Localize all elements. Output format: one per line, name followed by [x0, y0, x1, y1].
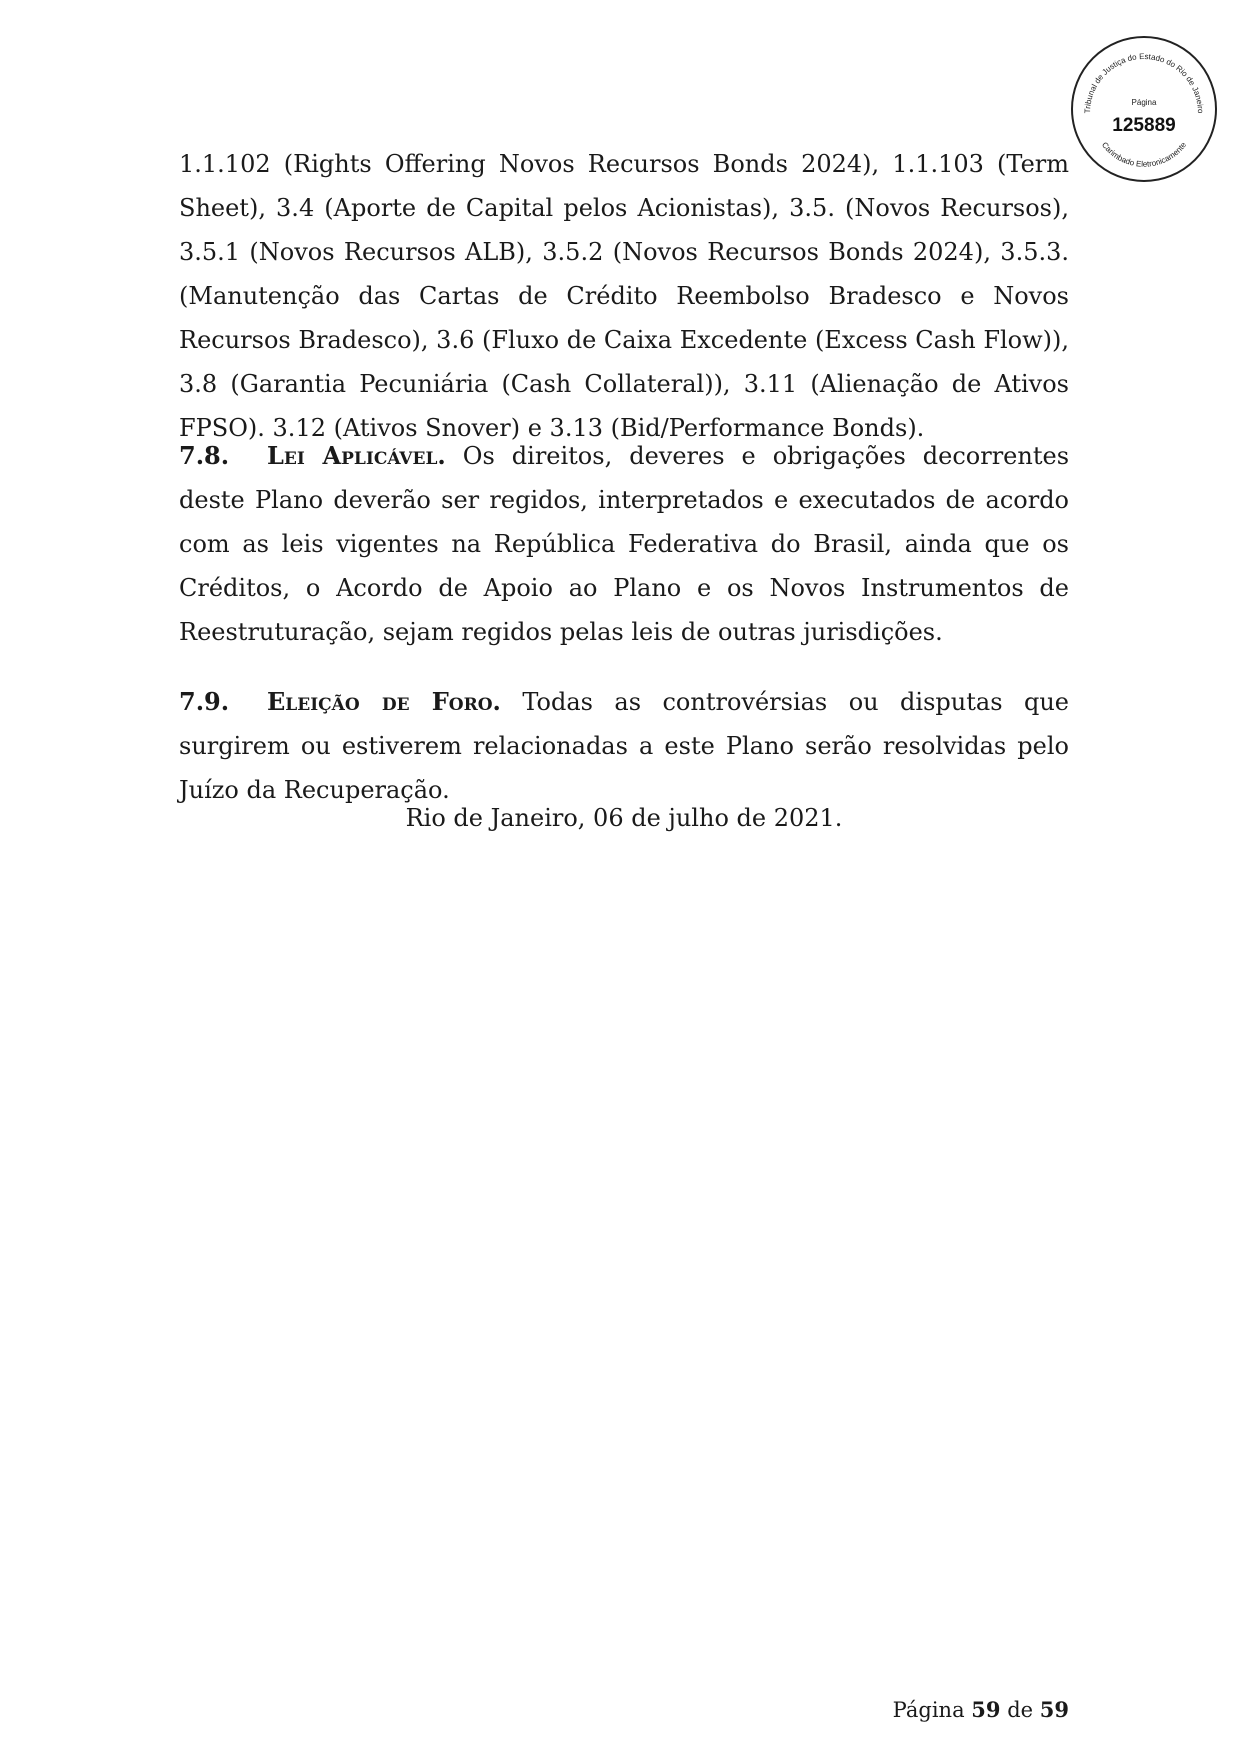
continuation-paragraph: 1.1.102 (Rights Offering Novos Recursos Bonds 2024), 1.1.103 (Term Sheet), 3.4 (Aporte de Capital pelos Acionistas), 3.5. (Novos Recursos), 3.5.1 (Novos Recursos ALB), 3.5.2 (Novos Recursos Bonds 2024), 3.5.3. (Manutenção das Cartas de Crédito Reembolso Bradesco e Novos Recursos Bradesco), 3.6 (Fluxo de Caixa Excedente (Excess Cash Flow)), 3.8 (Garantia Pecuniária (Cash Collateral)), 3.11 (Alienação de Ativos FPSO). 3.12 (Ativos Snover) e 3.13 (Bid/Performance Bonds). [179, 150, 1070, 442]
footer-total-pages: 59 [1039, 1697, 1069, 1722]
footer-prefix: Página [892, 1698, 965, 1722]
footer-current-page: 59 [971, 1697, 1001, 1722]
page-footer [893, 1696, 1069, 1724]
section-7-8 [179, 434, 1069, 654]
section-body: Os direitos, deveres e obrigações decorrentes deste Plano deverão ser regidos, interpretados e executados de acordo com as leis vigentes na República Federativa do Brasil, ainda que os Créditos, o Acordo de Apoio ao Plano e os Novos Instrumentos de Reestruturação, sejam regidos pelas leis de outras jurisdições. [179, 442, 1070, 646]
section-title: Lei Aplicável. [267, 441, 446, 470]
svg-text:Carimbado Eletronicamente [1100, 140, 1189, 169]
footer-separator: de [1007, 1698, 1034, 1722]
closing-date-line: Rio de Janeiro, 06 de julho de 2021. [405, 804, 843, 832]
court-stamp [1068, 33, 1220, 185]
section-title: Eleição de Foro. [267, 687, 501, 716]
stamp-seal-icon [1068, 33, 1220, 185]
stamp-label: Página [1131, 98, 1157, 107]
section-number: 7.8. [179, 441, 230, 470]
section-number: 7.9. [179, 687, 230, 716]
stamp-top-text: Tribunal de Justiça do Estado do Rio de Janeiro [1082, 51, 1206, 114]
section-body: Todas as controvérsias ou disputas que surgirem ou estiverem relacionadas a este Plano serão resolvidas pelo Juízo da Recuperação. [179, 688, 1069, 804]
stamp-number: 125889 [1112, 115, 1176, 136]
stamp-bottom-text: Carimbado Eletronicamente [1099, 140, 1189, 169]
section-7-9 [179, 680, 1069, 812]
